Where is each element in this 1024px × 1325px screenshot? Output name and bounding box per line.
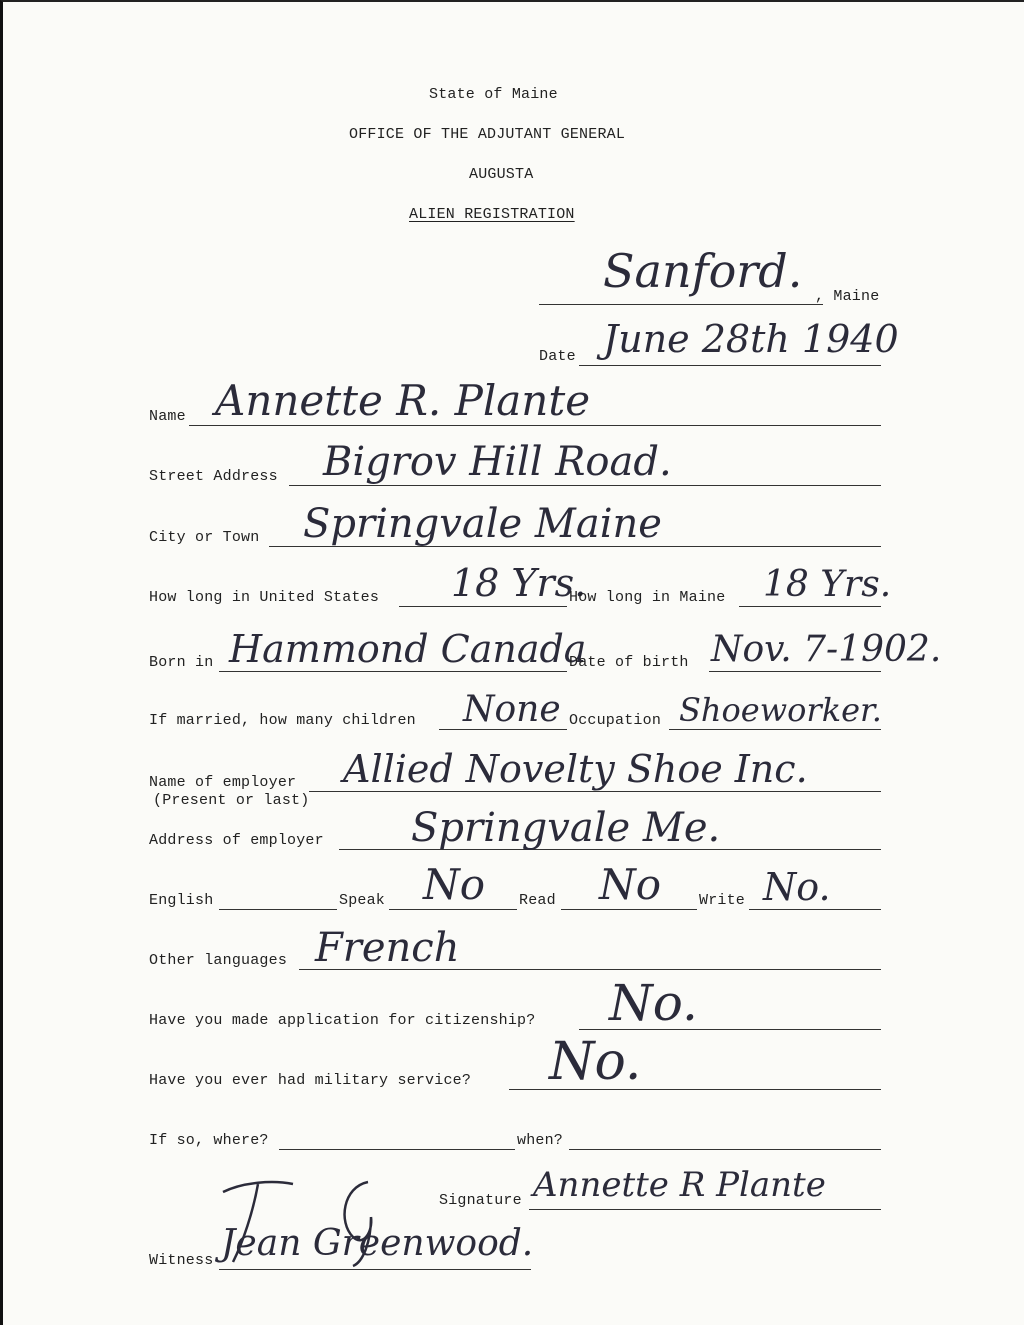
place-value: Sanford. <box>603 244 803 298</box>
name-value: Annette R. Plante <box>215 376 591 425</box>
when-label: when? <box>517 1132 564 1149</box>
maine-value: 18 Yrs. <box>763 564 892 605</box>
when-line <box>569 1149 881 1150</box>
read-value: No <box>599 860 662 909</box>
dob-line <box>709 671 881 672</box>
write-line <box>749 909 881 910</box>
date-line <box>579 365 881 366</box>
header-city: AUGUSTA <box>469 166 534 183</box>
street-label: Street Address <box>149 468 278 485</box>
date-label: Date <box>539 348 576 365</box>
occupation-line <box>669 729 881 730</box>
citizenship-label: Have you made application for citizenship? <box>149 1012 536 1029</box>
where-line <box>279 1149 515 1150</box>
header-office: OFFICE OF THE ADJUTANT GENERAL <box>349 126 626 143</box>
dob-label: Date of birth <box>569 654 689 671</box>
children-label: If married, how many children <box>149 712 416 729</box>
maine-label: How long in Maine <box>569 589 726 606</box>
born-value: Hammond Canada <box>229 627 587 671</box>
write-label: Write <box>699 892 746 909</box>
speak-value: No <box>423 860 486 909</box>
maine-line <box>739 606 881 607</box>
employer-line <box>309 791 881 792</box>
us-label: How long in United States <box>149 589 380 606</box>
employer-addr-label: Address of employer <box>149 832 324 849</box>
write-value: No. <box>763 865 831 909</box>
military-value: No. <box>549 1032 642 1092</box>
employer-sub: (Present or last) <box>153 792 310 809</box>
born-label: Born in <box>149 654 214 671</box>
street-line <box>289 485 881 486</box>
date-value: June 28th 1940 <box>603 317 899 361</box>
children-value: None <box>463 689 561 730</box>
witness-value: Jean Greenwood. <box>221 1223 534 1264</box>
military-label: Have you ever had military service? <box>149 1072 472 1089</box>
signature-label: Signature <box>439 1192 522 1209</box>
signature-value: Annette R Plante <box>533 1165 826 1205</box>
street-value: Bigrov Hill Road. <box>323 439 672 485</box>
dob-value: Nov. 7-1902. <box>711 629 942 670</box>
english-line <box>219 909 337 910</box>
english-label: English <box>149 892 214 909</box>
us-line <box>399 606 567 607</box>
signature-line <box>529 1209 881 1210</box>
witness-label: Witness <box>149 1252 214 1269</box>
employer-addr-value: Springvale Me. <box>411 805 721 851</box>
occupation-label: Occupation <box>569 712 662 729</box>
header-state: State of Maine <box>429 86 558 103</box>
speak-label: Speak <box>339 892 386 909</box>
born-line <box>219 671 567 672</box>
where-label: If so, where? <box>149 1132 269 1149</box>
place-line <box>539 304 823 305</box>
read-line <box>561 909 697 910</box>
name-line <box>189 425 881 426</box>
name-label: Name <box>149 408 186 425</box>
occupation-value: Shoeworker. <box>679 691 882 729</box>
employer-label: Name of employer <box>149 774 297 791</box>
other-lang-value: French <box>315 925 460 971</box>
employer-value: Allied Novelty Shoe Inc. <box>343 747 808 791</box>
us-value: 18 Yrs. <box>451 561 587 605</box>
citizenship-value: No. <box>609 974 698 1032</box>
speak-line <box>389 909 517 910</box>
city-label: City or Town <box>149 529 260 546</box>
other-lang-label: Other languages <box>149 952 288 969</box>
city-value: Springvale Maine <box>303 501 662 547</box>
header-form-title: ALIEN REGISTRATION <box>409 206 575 223</box>
read-label: Read <box>519 892 556 909</box>
place-suffix: , Maine <box>815 288 880 305</box>
